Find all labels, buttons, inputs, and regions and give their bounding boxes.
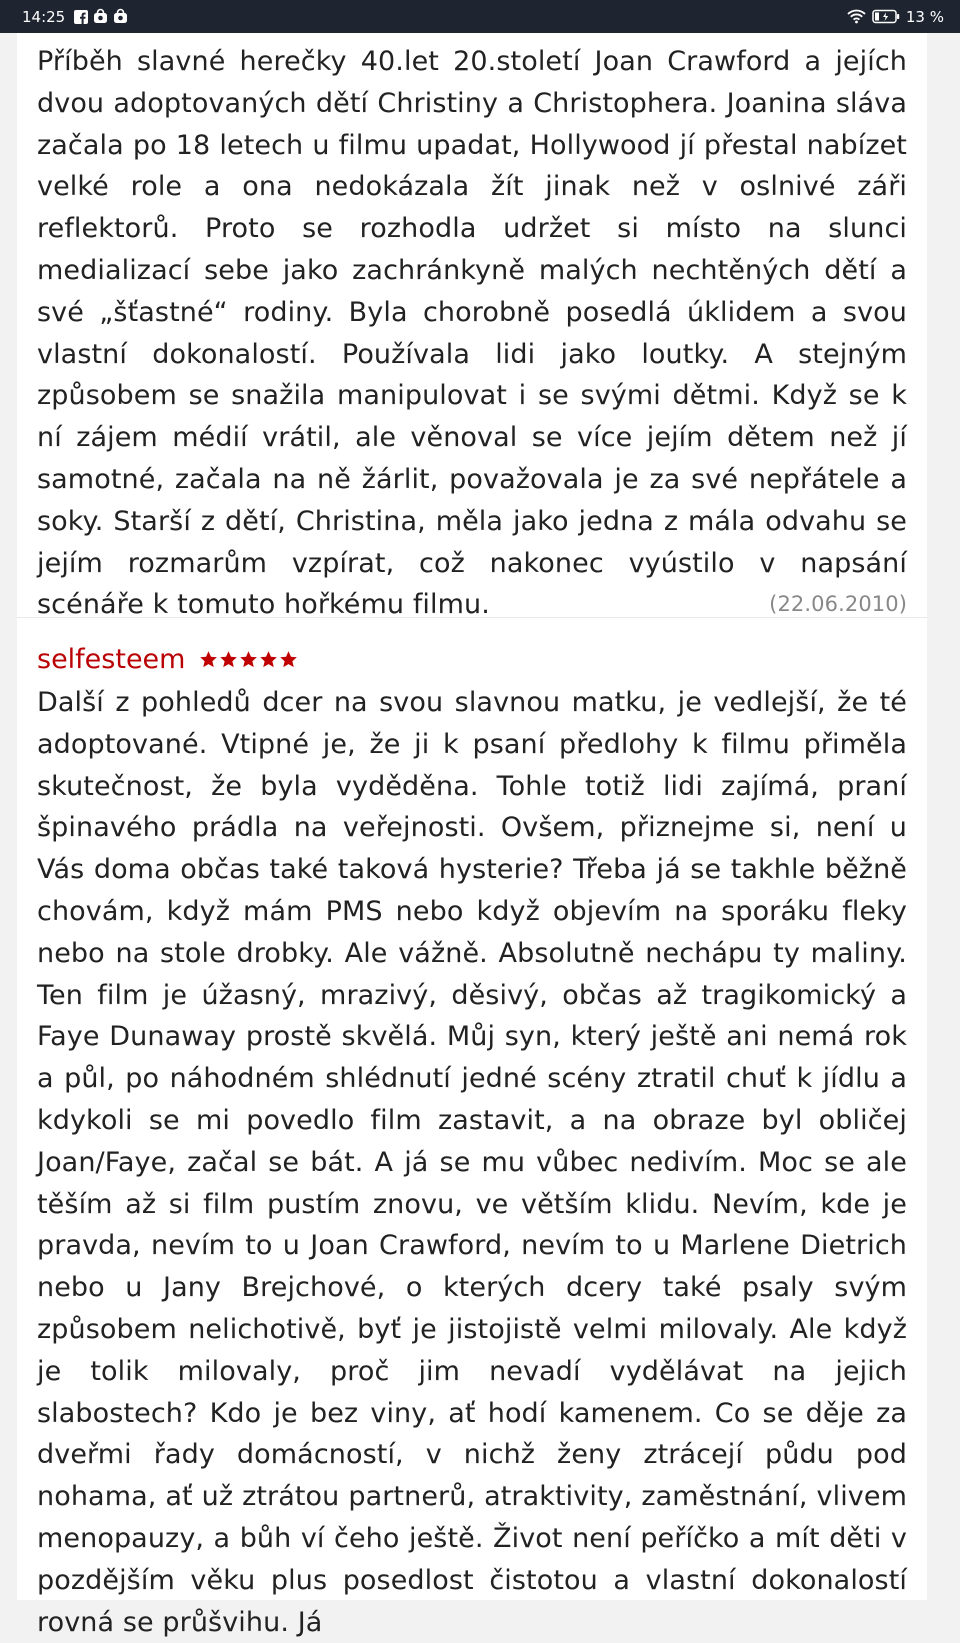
star-icon [279,650,298,669]
star-icon [259,650,278,669]
star-icon [219,650,238,669]
review-date: (22.06.2010) [769,592,907,617]
star-icon [199,650,218,669]
status-bar-left [22,8,128,26]
review-text [37,41,907,626]
review-item [17,33,927,621]
wifi-icon [847,9,866,24]
bag-icon [93,9,108,24]
bag-icon [113,9,128,24]
star-icon [239,650,258,669]
username-link[interactable]: selfesteem [37,643,186,675]
review-text: Další z pohledů dcer na svou slavnou matku, je vedlejší, že té adoptované. Vtipné je, že ji k psaní předlohy k filmu přiměla skutečnost, že byla vyděděna. Tohle totiž lidi zajímá, praní špinavého prádla na veřejnosti. Ovšem, přiznejme si, není u Vás doma občas také taková hysterie? Třeba já se takhle běžně chovám, když mám PMS nebo když objevím na sporáku fleky nebo na stole drobky. Ale vážně. Absolutně nechápu ty maliny. Ten film je úžasný, mrazivý, děsivý, občas až tragikomický a Faye Dunaway prostě skvělá. Můj syn, který ještě ani nemá rok a půl, po náhodném shlédnutí jedné scény ztratil chuť k jídlu a kdykoli se mi povedlo film zastavit, a na obraze byl obličej Joan/Faye, začal se bát. A já se mu vůbec nedivím. Moc se ale těším až si film pustím znovu, ve větším klidu. Nevím, kde je pravda, nevím to u Joan Crawford, nevím to u Marlene Dietrich nebo u Jany Brejchové, o kterých dcery také psaly svým způsobem nelichotivě, byť je jistojistě velmi milovaly. Ale když je tolik milovaly, proč jim nevadí vydělávat na jejich slabostech? Kdo je bez viny, ať hodí kamenem. Co se děje za dveřmi řady domácností, v nichž ženy ztrácejí půdu pod nohama, ať už ztrátou partnerů, atraktivity, zaměstnání, vlivem menopauzy, a bůh ví čeho ještě. Život není peříčko a mít děti v pozdějším věku plus posedlost čistotou a vlastní dokonalostí rovná se průšvihu. Já [37,687,907,1638]
rating-stars [199,650,298,669]
facebook-icon [74,10,88,24]
review-item [17,618,927,1643]
status-bar [0,0,960,33]
battery-icon [872,9,900,24]
battery-percentage: 13 % [905,7,944,26]
review-list[interactable] [17,33,927,1638]
status-bar-right [847,8,944,26]
review-header [37,638,907,680]
status-time: 14:25 [22,7,66,26]
review-body: Příběh slavné herečky 40.let 20.století Joan Crawford a jejích dvou adoptovaných dětí Christiny a Christophera. Joanina sláva začala po 18 letech u filmu upadat, Hollywood jí přestal nabízet velké role a ona nedokázala žít jinak než v oslnivé záři reflektorů. Proto se rozhodla udržet si místo na slunci medializací sebe jako zachránkyně malých nechtěných dětí a své „šťastné“ rodiny. Byla chorobně posedlá úklidem a svou vlastní dokonalostí. Používala lidi jako loutky. A stejným způsobem se snažila manipulovat i se svými dětmi. Když se k ní zájem médií vrátil, ale věnoval se více jejím dětem než jí samotné, začala na ně žárlit, považovala je za své nepřátele a soky. Starší z dětí, Christina, měla jako jedna z mála odvahu se jejím rozmarům vzpírat, což nakonec vyústilo v napsání scénáře k tomuto hořkému filmu. [37,46,907,621]
